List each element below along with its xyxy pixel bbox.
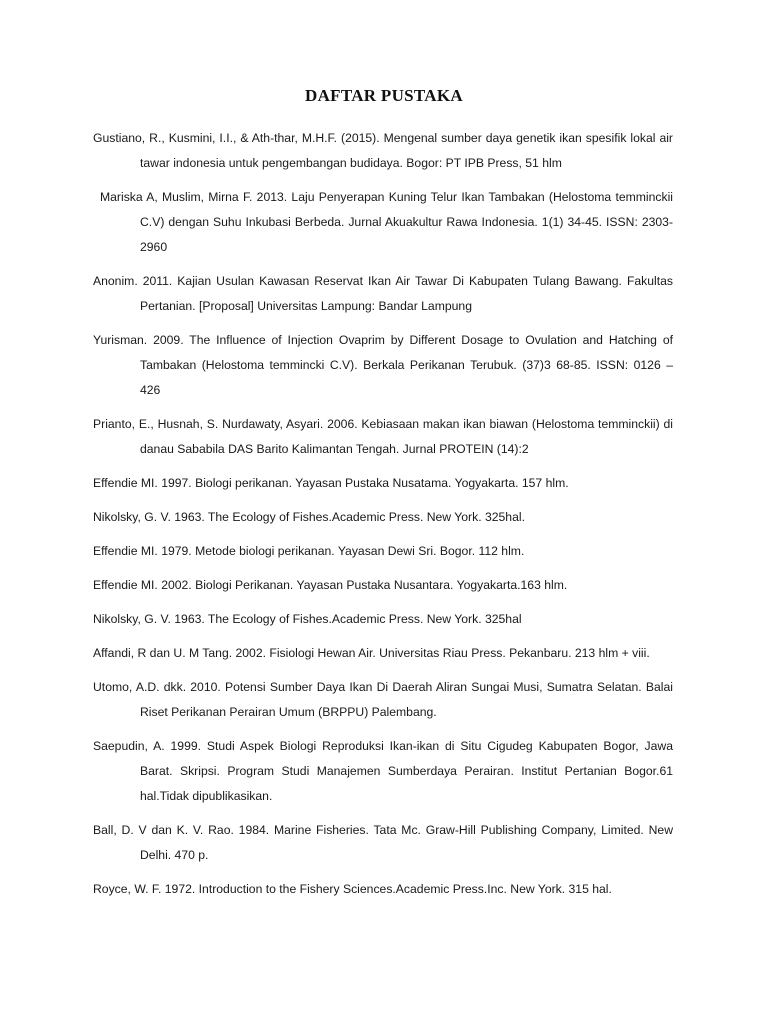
reference-entry: Effendie MI. 1997. Biologi perikanan. Yayasan Pustaka Nusatama. Yogyakarta. 157 hlm. [93, 476, 569, 490]
reference-list [93, 126, 673, 902]
reference-entry: Utomo, A.D. dkk. 2010. Potensi Sumber Daya Ikan Di Daerah Aliran Sungai Musi, Sumatra Selatan. Balai Riset Perikanan Perairan Umum (BRPPU) Palembang. [93, 680, 673, 719]
reference-entry: Royce, W. F. 1972. Introduction to the Fishery Sciences.Academic Press.Inc. New York. 315 hal. [93, 882, 612, 896]
reference-entry: Gustiano, R., Kusmini, I.I., & Ath-thar, M.H.F. (2015). Mengenal sumber daya genetik ikan spesifik lokal air tawar indonesia untuk pengembangan budidaya. Bogor: PT IPB Press, 51 hlm [93, 131, 673, 170]
reference-entry: Effendie MI. 1979. Metode biologi perikanan. Yayasan Dewi Sri. Bogor. 112 hlm. [93, 544, 525, 558]
reference-entry: Mariska A, Muslim, Mirna F. 2013. Laju Penyerapan Kuning Telur Ikan Tambakan (Helostoma temminckii C.V) dengan Suhu Inkubasi Berbeda. Jurnal Akuakultur Rawa Indonesia. 1(1) 34-45. ISSN: 2303-2960 [100, 190, 673, 254]
reference-entry: Prianto, E., Husnah, S. Nurdawaty, Asyari. 2006. Kebiasaan makan ikan biawan (Helostoma temminckii) di danau Sababila DAS Barito Kalimantan Tengah. Jurnal PROTEIN (14):2 [93, 417, 673, 456]
reference-entry: Anonim. 2011. Kajian Usulan Kawasan Reservat Ikan Air Tawar Di Kabupaten Tulang Bawang. Fakultas Pertanian. [Proposal] Universitas Lampung: Bandar Lampung [93, 274, 673, 313]
reference-entry: Saepudin, A. 1999. Studi Aspek Biologi Reproduksi Ikan-ikan di Situ Cigudeg Kabupaten Bogor, Jawa Barat. Skripsi. Program Studi Manajemen Sumberdaya Perairan. Institut Pertanian Bogor.61 hal.Tidak dipublikasikan. [93, 739, 673, 803]
page-title: DAFTAR PUSTAKA [305, 86, 463, 105]
reference-entry: Nikolsky, G. V. 1963. The Ecology of Fishes.Academic Press. New York. 325hal. [93, 510, 525, 524]
reference-entry: Yurisman. 2009. The Influence of Injection Ovaprim by Different Dosage to Ovulation and Hatching of Tambakan (Helostoma temmincki C.V). Berkala Perikanan Terubuk. (37)3 68-85. ISSN: 0126 – 426 [93, 333, 673, 397]
reference-entry: Affandi, R dan U. M Tang. 2002. Fisiologi Hewan Air. Universitas Riau Press. Pekanbaru. 213 hlm + viii. [93, 646, 650, 660]
reference-entry: Ball, D. V dan K. V. Rao. 1984. Marine Fisheries. Tata Mc. Graw-Hill Publishing Company, Limited. New Delhi. 470 p. [93, 823, 673, 862]
reference-entry: Nikolsky, G. V. 1963. The Ecology of Fishes.Academic Press. New York. 325hal [93, 612, 522, 626]
reference-entry: Effendie MI. 2002. Biologi Perikanan. Yayasan Pustaka Nusantara. Yogyakarta.163 hlm. [93, 578, 568, 592]
